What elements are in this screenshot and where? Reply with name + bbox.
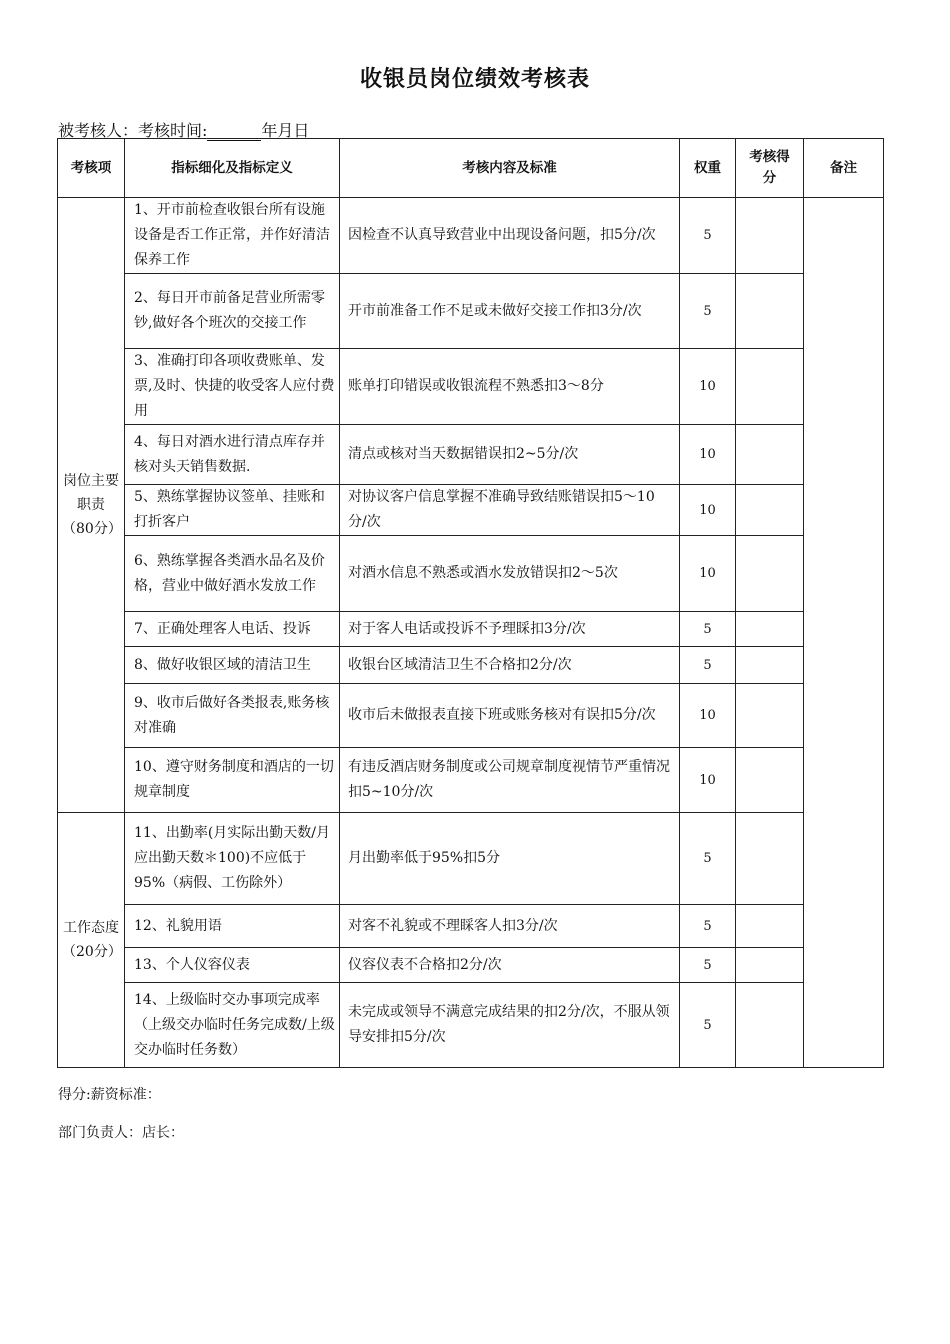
criteria-cell: 对于客人电话或投诉不予理睬扣3分/次: [340, 612, 680, 647]
weight-cell: 5: [680, 948, 736, 983]
score-cell[interactable]: [736, 948, 804, 983]
score-cell[interactable]: [736, 748, 804, 813]
item-cell: 13、个人仪容仪表: [125, 948, 340, 983]
table-row: [58, 612, 884, 647]
weight-cell: 10: [680, 349, 736, 425]
subheader-prefix: 被考核人：考核时间:: [58, 121, 208, 140]
header-score: 考核得分: [736, 139, 804, 198]
table-row: [58, 647, 884, 684]
table-row: [58, 983, 884, 1068]
table-row: [58, 536, 884, 612]
table-row: [58, 485, 884, 536]
weight-cell: 5: [680, 983, 736, 1068]
criteria-cell: 月出勤率低于95%扣5分: [340, 813, 680, 905]
item-cell: 12、礼貌用语: [125, 905, 340, 948]
weight-cell: 5: [680, 647, 736, 684]
table-row: [58, 905, 884, 948]
remark-cell[interactable]: [804, 198, 884, 1068]
item-cell: 1、开市前检查收银台所有设施设备是否工作正常，并作好清洁保养工作: [125, 198, 340, 274]
item-cell: 8、做好收银区域的清洁卫生: [125, 647, 340, 684]
table-row: [58, 198, 884, 274]
item-cell: 3、准确打印各项收费账单、发票,及时、快捷的收受客人应付费用: [125, 349, 340, 425]
criteria-cell: 清点或核对当天数据错误扣2~5分/次: [340, 425, 680, 485]
criteria-cell: 对酒水信息不熟悉或酒水发放错误扣2～5次: [340, 536, 680, 612]
item-cell: 14、上级临时交办事项完成率（上级交办临时任务完成数/上级交办临时任务数）: [125, 983, 340, 1068]
category-cell: 工作态度（20分）: [58, 813, 125, 1068]
weight-cell: 10: [680, 425, 736, 485]
weight-cell: 5: [680, 905, 736, 948]
item-cell: 6、熟练掌握各类酒水品名及价格，营业中做好酒水发放工作: [125, 536, 340, 612]
table-row: [58, 274, 884, 349]
header-remark: 备注: [804, 139, 884, 198]
score-cell[interactable]: [736, 349, 804, 425]
weight-cell: 5: [680, 612, 736, 647]
item-cell: 2、每日开市前备足营业所需零钞,做好各个班次的交接工作: [125, 274, 340, 349]
score-cell[interactable]: [736, 647, 804, 684]
weight-cell: 5: [680, 198, 736, 274]
score-cell[interactable]: [736, 485, 804, 536]
criteria-cell: 有违反酒店财务制度或公司规章制度视情节严重情况扣5~10分/次: [340, 748, 680, 813]
category-cell: 岗位主要职责（80分）: [58, 198, 125, 813]
criteria-cell: 收银台区域清洁卫生不合格扣2分/次: [340, 647, 680, 684]
weight-cell: 10: [680, 536, 736, 612]
subheader-suffix: 年月日: [261, 121, 310, 140]
table-row: [58, 425, 884, 485]
table-row: [58, 813, 884, 905]
table-row: [58, 684, 884, 748]
score-cell[interactable]: [736, 198, 804, 274]
item-cell: 4、每日对酒水进行清点库存并核对头天销售数据.: [125, 425, 340, 485]
criteria-cell: 账单打印错误或收银流程不熟悉扣3～8分: [340, 349, 680, 425]
score-cell[interactable]: [736, 684, 804, 748]
table-row: [58, 349, 884, 425]
score-cell[interactable]: [736, 425, 804, 485]
criteria-cell: 收市后未做报表直接下班或账务核对有误扣5分/次: [340, 684, 680, 748]
score-cell[interactable]: [736, 612, 804, 647]
item-cell: 9、收市后做好各类报表,账务核对准确: [125, 684, 340, 748]
score-cell[interactable]: [736, 813, 804, 905]
score-cell[interactable]: [736, 536, 804, 612]
score-cell[interactable]: [736, 905, 804, 948]
assessment-table: [57, 138, 884, 1068]
weight-cell: 5: [680, 274, 736, 349]
header-category: 考核项: [58, 139, 125, 198]
item-cell: 5、熟练掌握协议签单、挂账和打折客户: [125, 485, 340, 536]
score-salary-line: 得分:薪资标准：: [58, 1087, 161, 1103]
criteria-cell: 因检查不认真导致营业中出现设备问题，扣5分/次: [340, 198, 680, 274]
weight-cell: 10: [680, 485, 736, 536]
criteria-cell: 对客不礼貌或不理睬客人扣3分/次: [340, 905, 680, 948]
table-row: [58, 948, 884, 983]
table-row: [58, 748, 884, 813]
score-cell[interactable]: [736, 274, 804, 349]
signature-line: 部门负责人：店长：: [58, 1125, 184, 1141]
header-item: 指标细化及指标定义: [125, 139, 340, 198]
weight-cell: 5: [680, 813, 736, 905]
criteria-cell: 开市前准备工作不足或未做好交接工作扣3分/次: [340, 274, 680, 349]
header-criteria: 考核内容及标准: [340, 139, 680, 198]
item-cell: 11、出勤率(月实际出勤天数/月应出勤天数＊100)不应低于95%（病假、工伤除外）: [125, 813, 340, 905]
criteria-cell: 对协议客户信息掌握不准确导致结账错误扣5～10分/次: [340, 485, 680, 536]
header-weight: 权重: [680, 139, 736, 198]
criteria-cell: 仪容仪表不合格扣2分/次: [340, 948, 680, 983]
weight-cell: 10: [680, 748, 736, 813]
score-cell[interactable]: [736, 983, 804, 1068]
page-title: 收银员岗位绩效考核表: [359, 67, 590, 92]
weight-cell: 10: [680, 684, 736, 748]
table-header-row: [58, 139, 884, 198]
item-cell: 10、遵守财务制度和酒店的一切规章制度: [125, 748, 340, 813]
criteria-cell: 未完成或领导不满意完成结果的扣2分/次，不服从领导安排扣5分/次: [340, 983, 680, 1068]
item-cell: 7、正确处理客人电话、投诉: [125, 612, 340, 647]
